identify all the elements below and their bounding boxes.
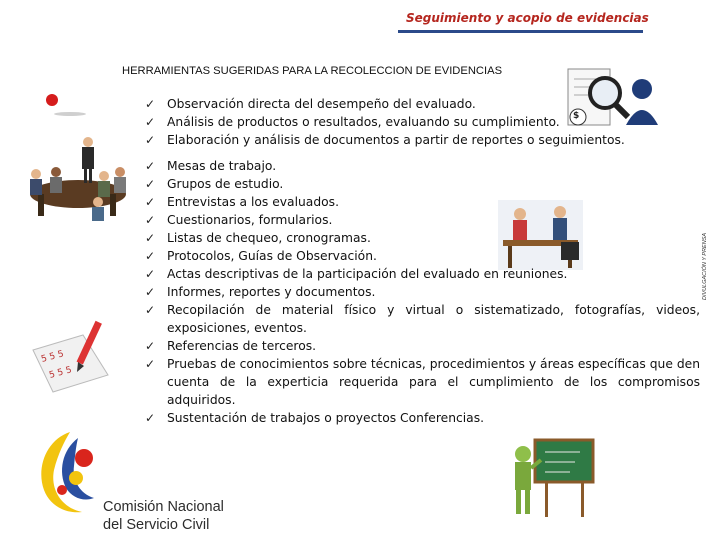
logo-line-1: Comisión Nacional (103, 499, 224, 515)
list-item: ✓ Sustentación de trabajos o proyectos Conferencias. (145, 411, 485, 425)
checkmark-icon: ✓ (145, 339, 156, 353)
list-item: ✓ Informes, reportes y documentos. (145, 285, 376, 299)
checkmark-icon: ✓ (145, 357, 156, 371)
cnsc-logo-text (103, 498, 224, 534)
checkmark-icon: ✓ (145, 177, 156, 191)
svg-text:5 5 5: 5 5 5 (40, 349, 65, 365)
list-item: ✓ Observación directa del desempeño del evaluado. (145, 97, 476, 111)
list-item: ✓ Recopilación de material físico y virtual o sistematizado, fotografías, videos, exposiciones, eventos. (145, 303, 700, 335)
checkmark-icon: ✓ (145, 411, 156, 425)
checkmark-icon: ✓ (145, 159, 156, 173)
checkmark-icon: ✓ (145, 97, 156, 111)
evidence-tools-list (145, 95, 700, 427)
side-department-label: DIVULGACIÓN Y PRENSA (702, 232, 708, 300)
checkmark-icon: ✓ (145, 267, 156, 281)
list-item: ✓ Análisis de productos o resultados, evaluando su cumplimiento. (145, 115, 560, 129)
section-title: HERRAMIENTAS SUGERIDAS PARA LA RECOLECCION DE EVIDENCIAS (122, 65, 503, 77)
checkmark-icon: ✓ (145, 303, 156, 317)
teacher-chalkboard-illustration (505, 432, 597, 522)
checkmark-icon: ✓ (145, 115, 156, 129)
dollar-badge: $ (573, 111, 580, 121)
checkmark-icon: ✓ (145, 285, 156, 299)
list-item: ✓ Protocolos, Guías de Observación. (145, 249, 377, 263)
page-header-title: Seguimiento y acopio de evidencias (406, 11, 649, 25)
checkmark-icon: ✓ (145, 195, 156, 209)
checklist-pen-illustration (28, 320, 118, 395)
svg-text:5 5 5: 5 5 5 (48, 365, 73, 381)
red-pin-icon (40, 92, 90, 122)
list-item: ✓ Cuestionarios, formularios. (145, 213, 333, 227)
checkmark-icon: ✓ (145, 213, 156, 227)
list-item: ✓ Elaboración y análisis de documentos a partir de reportes o seguimientos. (145, 133, 625, 147)
meeting-illustration (18, 132, 133, 227)
list-item: ✓ Referencias de terceros. (145, 339, 317, 353)
cnsc-logo-icon (32, 428, 100, 518)
checkmark-icon: ✓ (145, 231, 156, 245)
list-item: ✓ Listas de chequeo, cronogramas. (145, 231, 371, 245)
checkmark-icon: ✓ (145, 133, 156, 147)
list-item: ✓ Mesas de trabajo. (145, 159, 277, 173)
list-item: ✓ Grupos de estudio. (145, 177, 284, 191)
list-item: ✓ Pruebas de conocimientos sobre técnicas, procedimientos y áreas específicas que den cuenta de la experticia requerida para el cumplimiento de los compromisos adquiridos. (145, 357, 700, 407)
list-item: ✓ Actas descriptivas de la participación del evaluado en reuniones. (145, 267, 568, 281)
header-underline (398, 30, 643, 33)
checkmark-icon: ✓ (145, 249, 156, 263)
logo-line-2: del Servicio Civil (103, 517, 210, 533)
list-item: ✓ Entrevistas a los evaluados. (145, 195, 339, 209)
